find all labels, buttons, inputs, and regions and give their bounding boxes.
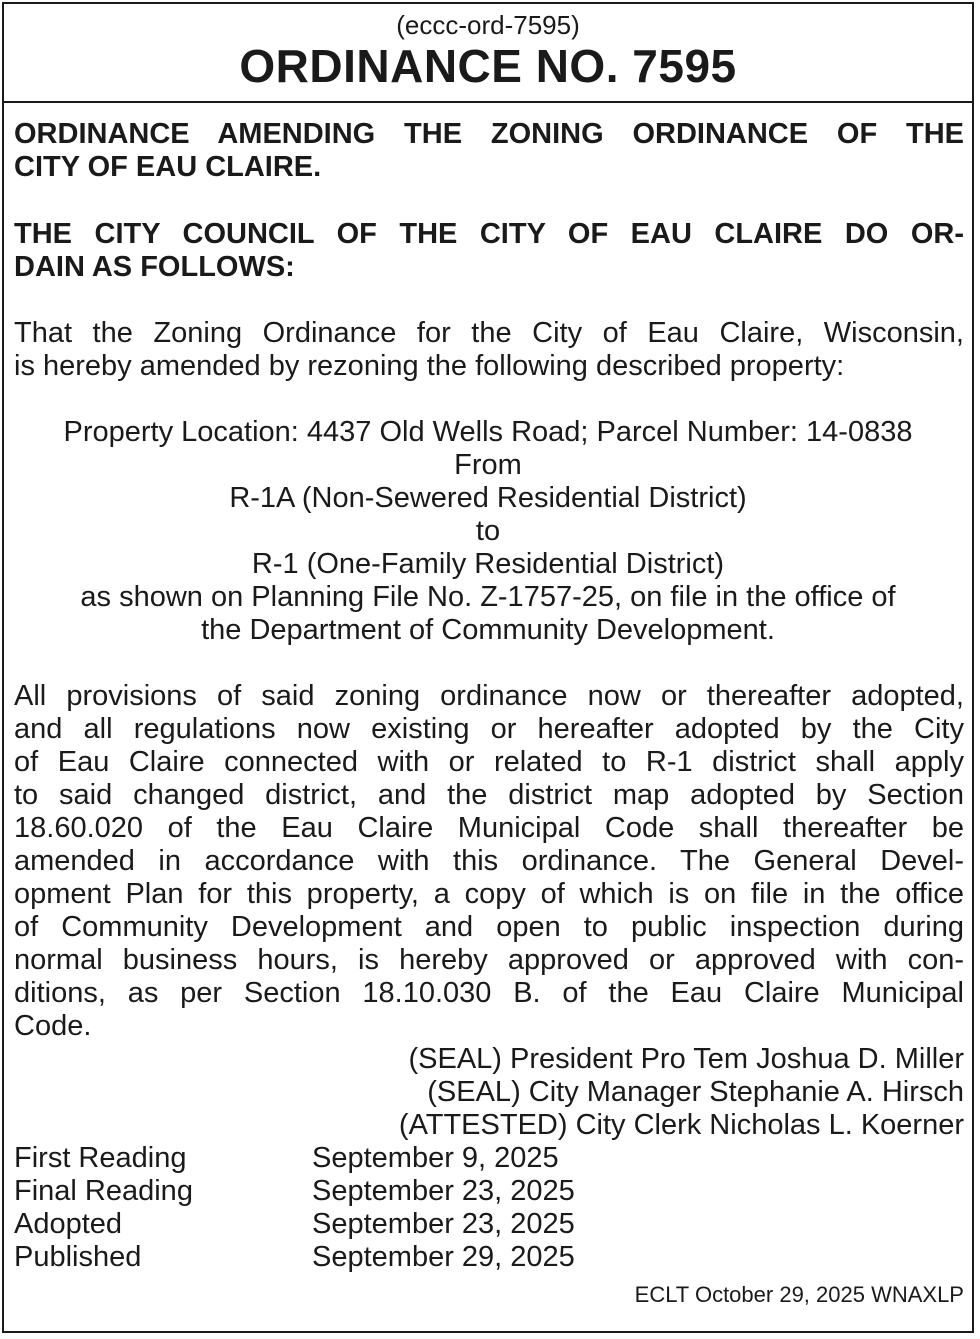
reading-label: Published: [14, 1241, 142, 1273]
provisions-line: 18.60.020 of the Eau Claire Municipal Code shall thereafter be: [14, 812, 964, 844]
provisions-line: ditions, as per Section 18.10.030 B. of the Eau Claire Municipal: [14, 977, 964, 1009]
property-location: Property Location: 4437 Old Wells Road; Parcel Number: 14-0838: [63, 416, 913, 448]
from-label: From: [454, 449, 522, 481]
provisions-line: normal business hours, is hereby approved or approved with con-: [14, 944, 964, 976]
intro-line: That the Zoning Ordinance for the City of Eau Claire, Wisconsin,: [14, 317, 964, 349]
reading-label: Adopted: [14, 1208, 123, 1240]
planning-file: the Department of Community Development.: [201, 614, 775, 646]
provisions-line: opment Plan for this property, a copy of which is on file in the office: [14, 878, 964, 910]
reading-date: September 23, 2025: [312, 1208, 575, 1240]
reading-date: September 23, 2025: [312, 1175, 575, 1207]
ordinance-reference: (eccc-ord-7595): [396, 10, 580, 40]
provisions-line: Code.: [14, 1010, 92, 1042]
heading-line: CITY OF EAU CLAIRE.: [14, 151, 322, 183]
reading-label: First Reading: [14, 1142, 187, 1174]
heading-line: ORDINANCE AMENDING THE ZONING ORDINANCE OF THE: [14, 118, 964, 150]
provisions-line: of Eau Claire connected with or related to R-1 district shall apply: [14, 746, 964, 778]
intro-line: is hereby amended by rezoning the following described property:: [14, 350, 845, 382]
provisions-line: to said changed district, and the district map adopted by Section: [14, 779, 964, 811]
reading-label: Final Reading: [14, 1175, 193, 1207]
signature-city-clerk: (ATTESTED) City Clerk Nicholas L. Koerner: [398, 1109, 964, 1141]
reading-row: [14, 1241, 575, 1274]
publication-footer: ECLT October 29, 2025 WNAXLP: [634, 1282, 964, 1307]
ordinance-title: ORDINANCE NO. 7595: [239, 40, 737, 92]
reading-date: September 29, 2025: [312, 1241, 575, 1273]
property-description: [4, 416, 972, 647]
signature-city-manager: (SEAL) City Manager Stephanie A. Hirsch: [427, 1076, 964, 1108]
reading-row: [14, 1208, 575, 1241]
reading-row: [14, 1175, 575, 1208]
signature-block: [399, 1043, 964, 1142]
council-heading: [14, 218, 964, 284]
title-divider: [4, 101, 972, 103]
reading-date: September 9, 2025: [312, 1142, 559, 1174]
provisions-paragraph: [14, 680, 964, 1043]
provisions-line: amended in accordance with this ordinance. The General Devel-: [14, 845, 964, 877]
ordinance-heading: [14, 118, 964, 184]
intro-paragraph: [14, 317, 964, 383]
to-label: to: [475, 515, 501, 547]
readings-table: [14, 1142, 575, 1274]
from-district: R-1A (Non-Sewered Residential District): [229, 482, 747, 514]
reading-row: [14, 1142, 575, 1175]
heading-line: DAIN AS FOLLOWS:: [14, 251, 295, 283]
ordinance-notice: [2, 2, 974, 1333]
provisions-line: and all regulations now existing or hereafter adopted by the City: [14, 713, 964, 745]
to-district: R-1 (One-Family Residential District): [251, 548, 725, 580]
provisions-line: All provisions of said zoning ordinance now or thereafter adopted,: [14, 680, 964, 712]
planning-file: as shown on Planning File No. Z-1757-25, on file in the office of: [80, 581, 896, 613]
heading-line: THE CITY COUNCIL OF THE CITY OF EAU CLAIRE DO OR-: [14, 218, 964, 250]
provisions-line: of Community Development and open to public inspection during: [14, 911, 964, 943]
signature-president: (SEAL) President Pro Tem Joshua D. Miller: [408, 1043, 964, 1075]
